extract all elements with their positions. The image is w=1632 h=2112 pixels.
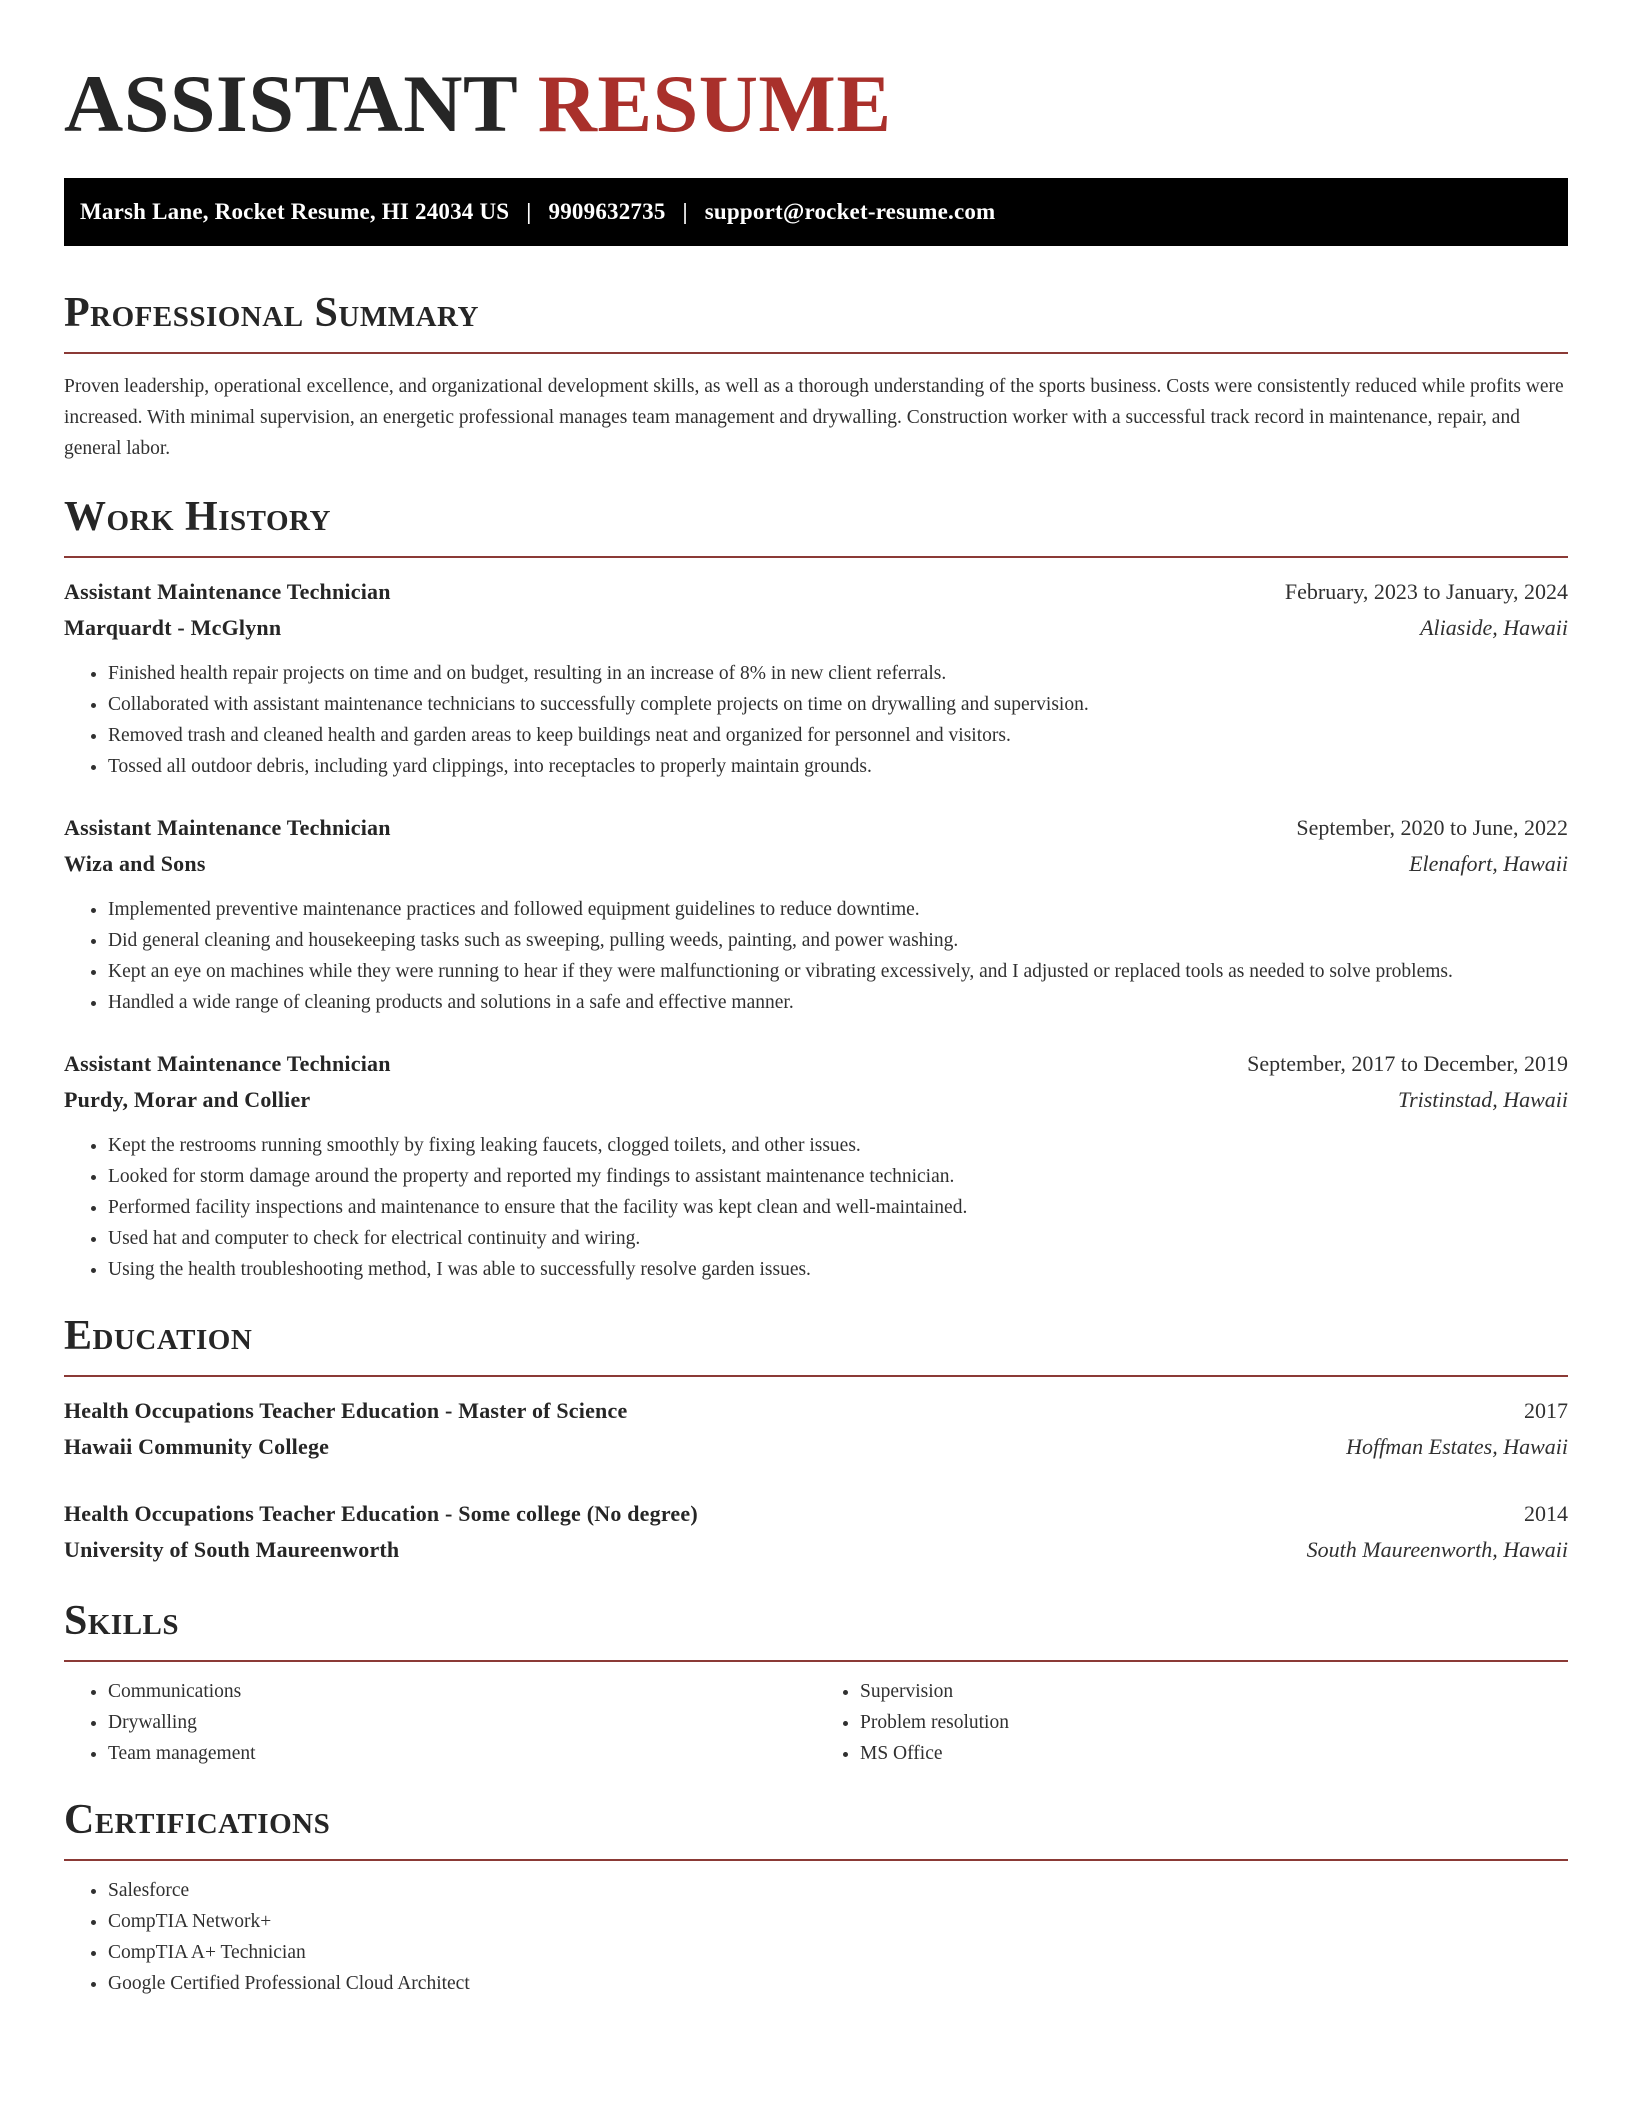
list-item: • Performed facility inspections and maintenance to ensure that the facility was kept clean and well-maintained. — [108, 1192, 1568, 1223]
contact-bar — [64, 178, 1568, 246]
job-entry — [64, 1046, 1568, 1285]
certifications-list — [64, 1875, 1568, 1999]
education-degree: Health Occupations Teacher Education - Master of Science — [64, 1398, 628, 1423]
job-location: Tristinstad, Hawaii — [1398, 1087, 1568, 1112]
list-item: • Supervision — [860, 1676, 1568, 1707]
list-item: • Communications — [108, 1676, 816, 1707]
contact-phone: 9909632735 — [548, 199, 666, 224]
list-item: • Implemented preventive maintenance practices and followed equipment guidelines to reduce downtime. — [108, 894, 1568, 925]
list-item: • Did general cleaning and housekeeping tasks such as sweeping, pulling weeds, painting, and power washing. — [108, 925, 1568, 956]
job-entry — [64, 574, 1568, 782]
summary-text: Proven leadership, operational excellence, and organizational development skills, as well as a thorough understanding of the sports business. Costs were consistently reduced while profits were increased. With minimal supervision, an energetic professional manages team management and drywalling. Construction worker with a successful track record in maintenance, repair, and general labor. — [64, 376, 1564, 459]
job-bullet-list — [64, 1130, 1568, 1285]
contact-separator: | — [526, 199, 532, 224]
list-item: • Salesforce — [108, 1875, 1568, 1906]
skills-column-right — [816, 1676, 1568, 1769]
list-item: • MS Office — [860, 1738, 1568, 1769]
contact-email: support@rocket-resume.com — [704, 199, 996, 224]
list-item: • Problem resolution — [860, 1707, 1568, 1738]
job-title: Assistant Maintenance Technician — [64, 1051, 391, 1076]
list-item: • Handled a wide range of cleaning products and solutions in a safe and effective manner. — [108, 987, 1568, 1018]
section-title-work-history: Work History — [64, 494, 331, 540]
list-item: • Collaborated with assistant maintenance technicians to successfully complete projects on time on drywalling and supervision. — [108, 689, 1568, 720]
education-school: Hawaii Community College — [64, 1434, 330, 1459]
section-divider — [64, 352, 1568, 354]
section-title-summary: Professional Summary — [64, 290, 479, 336]
list-item: • Looked for storm damage around the property and reported my findings to assistant maintenance technician. — [108, 1161, 1568, 1192]
contact-address: Marsh Lane, Rocket Resume, HI 24034 US — [80, 199, 510, 224]
skills-section — [64, 1596, 1568, 1769]
list-item: • CompTIA Network+ — [108, 1906, 1568, 1937]
job-bullet-list — [64, 658, 1568, 782]
resume-title — [64, 0, 1568, 152]
list-item: • Google Certified Professional Cloud Architect — [108, 1968, 1568, 1999]
work-history-section — [64, 492, 1568, 1285]
skills-column-left — [64, 1676, 816, 1769]
list-item: • Team management — [108, 1738, 816, 1769]
education-year: 2017 — [1524, 1398, 1568, 1423]
skills-grid — [64, 1676, 1568, 1769]
job-location: Aliaside, Hawaii — [1420, 615, 1568, 640]
education-header-row — [64, 1496, 1568, 1532]
section-title-education: Education — [64, 1313, 253, 1359]
job-header-row — [64, 1046, 1568, 1082]
education-header-row — [64, 1393, 1568, 1429]
list-item: • Finished health repair projects on time and on budget, resulting in an increase of 8% in new client referrals. — [108, 658, 1568, 689]
job-bullet-list — [64, 894, 1568, 1018]
list-item: • Tossed all outdoor debris, including yard clippings, into receptacles to properly maintain grounds. — [108, 751, 1568, 782]
education-location: South Maureenworth, Hawaii — [1306, 1537, 1568, 1562]
job-company: Purdy, Morar and Collier — [64, 1087, 311, 1112]
title-main: ASSISTANT — [64, 58, 517, 149]
education-entry — [64, 1496, 1568, 1568]
list-item: • Kept an eye on machines while they were running to hear if they were malfunctioning or vibrating excessively, and I adjusted or replaced tools as needed to solve problems. — [108, 956, 1568, 987]
education-entry — [64, 1393, 1568, 1465]
job-dates: February, 2023 to January, 2024 — [1284, 579, 1568, 604]
list-item: • Using the health troubleshooting method, I was able to successfully resolve garden issues. — [108, 1254, 1568, 1285]
contact-separator: | — [682, 199, 688, 224]
education-section — [64, 1311, 1568, 1568]
education-degree: Health Occupations Teacher Education - Some college (No degree) — [64, 1501, 698, 1526]
education-location: Hoffman Estates, Hawaii — [1346, 1434, 1568, 1459]
job-header-row — [64, 574, 1568, 610]
job-company: Wiza and Sons — [64, 851, 206, 876]
list-item: • Used hat and computer to check for electrical continuity and wiring. — [108, 1223, 1568, 1254]
job-company-row — [64, 1082, 1568, 1118]
job-company: Marquardt - McGlynn — [64, 615, 282, 640]
education-school: University of South Maureenworth — [64, 1537, 400, 1562]
job-title: Assistant Maintenance Technician — [64, 815, 391, 840]
section-divider — [64, 556, 1568, 558]
section-divider — [64, 1375, 1568, 1377]
list-item: • Removed trash and cleaned health and garden areas to keep buildings neat and organized for personnel and visitors. — [108, 720, 1568, 751]
job-company-row — [64, 846, 1568, 882]
list-item: • Drywalling — [108, 1707, 816, 1738]
section-divider — [64, 1859, 1568, 1861]
section-title-certifications: Certifications — [64, 1797, 331, 1843]
education-year: 2014 — [1524, 1501, 1568, 1526]
section-title-skills: Skills — [64, 1598, 180, 1644]
job-entry — [64, 810, 1568, 1018]
job-title: Assistant Maintenance Technician — [64, 579, 391, 604]
education-school-row — [64, 1429, 1568, 1465]
section-divider — [64, 1660, 1568, 1662]
list-item: • CompTIA A+ Technician — [108, 1937, 1568, 1968]
title-accent: RESUME — [537, 58, 892, 149]
certifications-section — [64, 1795, 1568, 1999]
job-dates: September, 2017 to December, 2019 — [1247, 1051, 1568, 1076]
job-dates: September, 2020 to June, 2022 — [1296, 815, 1568, 840]
list-item: • Kept the restrooms running smoothly by fixing leaking faucets, clogged toilets, and other issues. — [108, 1130, 1568, 1161]
job-location: Elenafort, Hawaii — [1409, 851, 1568, 876]
job-header-row — [64, 810, 1568, 846]
education-school-row — [64, 1532, 1568, 1568]
job-company-row — [64, 610, 1568, 646]
summary-section — [64, 288, 1568, 464]
